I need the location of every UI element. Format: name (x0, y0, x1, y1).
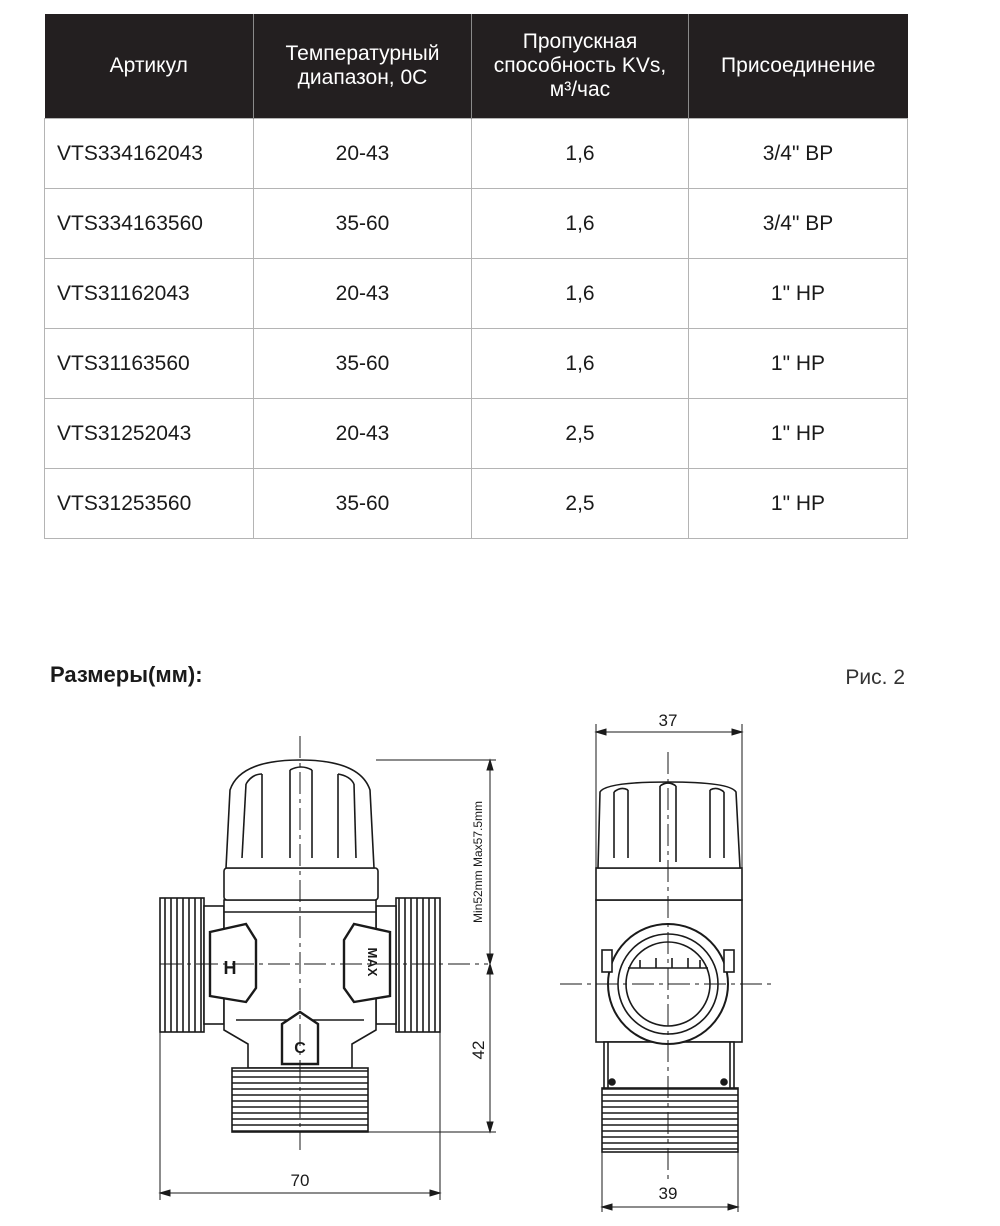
left-thread-icon (160, 898, 204, 1032)
table-row (45, 329, 908, 399)
cell-temperature: 20-43 (254, 399, 472, 469)
valve-front-view (160, 736, 488, 1150)
cell-article: VTS31253560 (45, 469, 254, 539)
cell-article: VTS31252043 (45, 399, 254, 469)
table-row (45, 469, 908, 539)
cell-kvs: 1,6 (472, 329, 689, 399)
dimension-39 (602, 1152, 738, 1212)
cell-connection: 1" НР (689, 469, 908, 539)
header-article: Артикул (45, 14, 254, 119)
cell-kvs: 1,6 (472, 189, 689, 259)
dimension-minmax-label: Min52mm Max57.5mm (471, 800, 485, 924)
cell-kvs: 2,5 (472, 399, 689, 469)
valve-dimension-drawing (0, 700, 1000, 1226)
valve-side-view (560, 752, 776, 1180)
section-title: Размеры(мм): (50, 662, 203, 687)
table-header-row (45, 14, 908, 119)
cell-article: VTS334163560 (45, 189, 254, 259)
cell-temperature: 20-43 (254, 259, 472, 329)
cell-kvs: 1,6 (472, 259, 689, 329)
cell-kvs: 1,6 (472, 119, 689, 189)
table-row (45, 119, 908, 189)
cell-connection: 1" НР (689, 399, 908, 469)
cold-mark-label: C (294, 1040, 306, 1057)
dimension-37-label: 37 (658, 711, 678, 730)
cell-temperature: 35-60 (254, 469, 472, 539)
dimension-39-label: 39 (658, 1184, 678, 1203)
cell-connection: 3/4" ВР (689, 189, 908, 259)
side-knob-icon (598, 782, 740, 868)
cell-connection: 1" НР (689, 329, 908, 399)
cell-temperature: 20-43 (254, 119, 472, 189)
cell-article: VTS334162043 (45, 119, 254, 189)
cell-temperature: 35-60 (254, 329, 472, 399)
dimension-70-label: 70 (290, 1171, 310, 1190)
cell-connection: 1" НР (689, 259, 908, 329)
side-bottom-thread-icon (602, 1088, 738, 1152)
dimension-42-label: 42 (469, 1040, 488, 1060)
cell-article: VTS31162043 (45, 259, 254, 329)
max-mark-label: MAX (365, 947, 380, 977)
cell-kvs: 2,5 (472, 469, 689, 539)
figure-label: Рис. 2 (845, 666, 905, 689)
header-connection: Присоединение (689, 14, 908, 119)
hot-mark-label: H (223, 958, 237, 978)
right-thread-icon (396, 898, 440, 1032)
table-row (45, 399, 908, 469)
cell-article: VTS31163560 (45, 329, 254, 399)
cell-temperature: 35-60 (254, 189, 472, 259)
table-row (45, 189, 908, 259)
header-flow-capacity: Пропускная способность KVs, м³/час (472, 14, 689, 119)
header-temperature-range: Температурный диапазон, 0С (254, 14, 472, 119)
cell-connection: 3/4" ВР (689, 119, 908, 189)
table-row (45, 259, 908, 329)
specification-table (44, 14, 908, 539)
